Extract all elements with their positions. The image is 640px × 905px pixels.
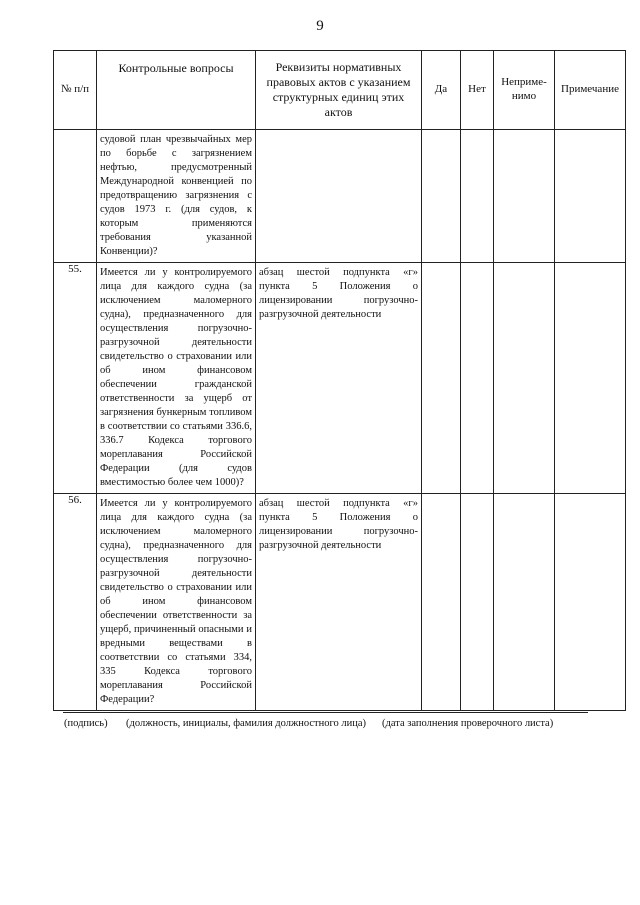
date-caption: (дата заполнения проверочного листа)	[382, 718, 554, 729]
row-requisites	[256, 130, 421, 136]
table-row	[54, 263, 626, 494]
header-question: Контрольные вопросы	[97, 51, 256, 130]
cell-note[interactable]	[555, 130, 626, 263]
row-question: Имеется ли у контролируемого лица для каждого судна (за исключением маломерного судна), предназначенного для осуществления погрузочно-разгрузочной деятельности свидетельство о страховании или об ином финансовом обеспечении гражданской ответственности за ущерб от загрязнения бункерным топливом в соответствии со статьями 336.6, 336.7 Кодекса торгового мореплавания Российской Федерации (для судов вместимостью более чем 1000)?	[100, 267, 252, 488]
header-note: Примечание	[555, 51, 626, 130]
row-requisites: абзац шестой подпункта «г» пункта 5 Положения о лицензировании погрузочно-разгрузочной деятельности	[259, 267, 418, 320]
header-requisites: Реквизиты нормативных правовых актов с указанием структурных единиц этих актов	[256, 51, 422, 130]
cell-yes[interactable]	[422, 130, 461, 263]
header-no: Нет	[461, 51, 494, 130]
header-num: № п/п	[54, 51, 97, 130]
table-row	[54, 494, 626, 711]
cell-note[interactable]	[555, 494, 626, 711]
row-num: 55.	[54, 263, 97, 494]
header-yes: Да	[422, 51, 461, 130]
cell-no[interactable]	[461, 263, 494, 494]
cell-yes[interactable]	[422, 263, 461, 494]
row-question: судовой план чрезвычайных мер по борьбе с загрязнением нефтью, предусмотренный Международной конвенцией по предотвращению загрязнения с судов 1973 г. (для судов, к которым применяются требования указанной Конвенции)?	[100, 134, 252, 257]
cell-not-applicable[interactable]	[494, 263, 555, 494]
row-num: 56.	[54, 494, 97, 711]
row-requisites: абзац шестой подпункта «г» пункта 5 Положения о лицензировании погрузочно-разгрузочной деятельности	[259, 498, 418, 551]
signature-line	[63, 712, 588, 713]
signature-caption: (подпись)	[64, 718, 108, 729]
position-name-caption: (должность, инициалы, фамилия должностного лица)	[126, 718, 367, 729]
cell-yes[interactable]	[422, 494, 461, 711]
table-header-row	[54, 51, 626, 130]
page-number: 9	[316, 18, 324, 34]
cell-not-applicable[interactable]	[494, 494, 555, 711]
row-question: Имеется ли у контролируемого лица для каждого судна (за исключением маломерного судна), предназначенного для осуществления погрузочно-разгрузочной деятельности свидетельство о страховании или об ином финансовом обеспечении ответственности за ущерб, причиненный опасными и вредными веществами в соответствии со статьями 334, 335 Кодекса торгового мореплавания Российской Федерации?	[100, 498, 252, 705]
row-num	[54, 130, 97, 263]
cell-not-applicable[interactable]	[494, 130, 555, 263]
cell-no[interactable]	[461, 494, 494, 711]
cell-no[interactable]	[461, 130, 494, 263]
table-row	[54, 130, 626, 263]
header-not-applicable: Неприме-нимо	[494, 51, 555, 130]
cell-note[interactable]	[555, 263, 626, 494]
checklist-table	[53, 50, 626, 711]
